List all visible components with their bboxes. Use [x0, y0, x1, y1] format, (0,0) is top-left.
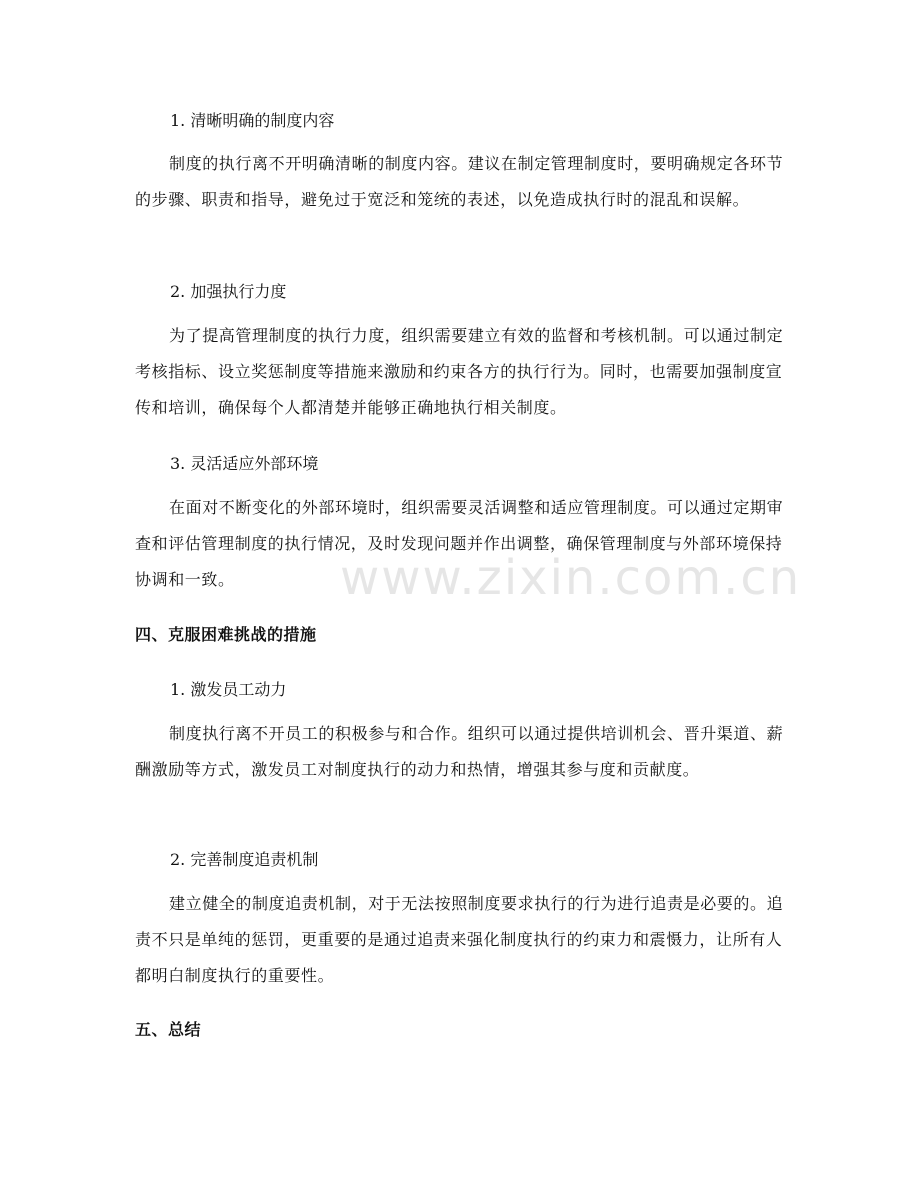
subheading-strengthen-execution: 2. 加强执行力度 [170, 282, 287, 301]
watermark: www.zixin.com.cn [340, 550, 802, 606]
paragraph-strengthen-execution: 为了提高管理制度的执行力度，组织需要建立有效的监督和考核机制。可以通过制定考核指标、设立奖惩制度等措施来激励和约束各方的执行行为。同时，也需要加强制度宣传和培训，确保每个人都清楚并能够正确地执行相关制度。 [135, 326, 784, 417]
section-heading-overcome-challenges: 四、克服困难挑战的措施 [135, 625, 317, 644]
paragraph-motivate-employees: 制度执行离不开员工的积极参与和合作。组织可以通过提供培训机会、晋升渠道、薪酬激励等方式，激发员工对制度执行的动力和热情，增强其参与度和贡献度。 [135, 724, 784, 779]
subheading-motivate-employees: 1. 激发员工动力 [170, 680, 287, 699]
paragraph-accountability: 建立健全的制度追责机制，对于无法按照制度要求执行的行为进行追责是必要的。追责不只是单纯的惩罚，更重要的是通过追责来强化制度执行的约束力和震慑力，让所有人都明白制度执行的重要性。 [135, 894, 784, 985]
paragraph-clear-content: 制度的执行离不开明确清晰的制度内容。建议在制定管理制度时，要明确规定各环节的步骤、职责和指导，避免过于宽泛和笼统的表述，以免造成执行时的混乱和误解。 [135, 154, 784, 209]
section-heading-summary: 五、总结 [135, 1020, 202, 1039]
subheading-adapt-environment: 3. 灵活适应外部环境 [170, 454, 319, 473]
subheading-accountability: 2. 完善制度追责机制 [170, 850, 319, 869]
subheading-clear-content: 1. 清晰明确的制度内容 [170, 111, 335, 130]
paragraph-adapt-environment: 在面对不断变化的外部环境时，组织需要灵活调整和适应管理制度。可以通过定期审查和评估管理制度的执行情况，及时发现问题并作出调整，确保管理制度与外部环境保持协调和一致。 [135, 498, 784, 589]
